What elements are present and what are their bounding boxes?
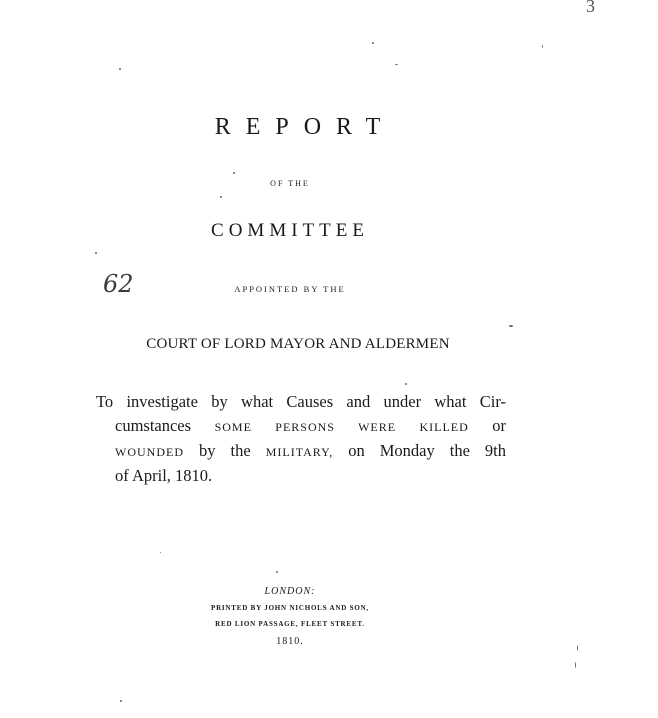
scan-speck xyxy=(542,45,543,48)
committee-title: COMMITTEE xyxy=(211,220,369,241)
imprint-printer: PRINTED BY JOHN NICHOLS AND SON, xyxy=(211,604,369,612)
purpose-line-4: of April, 1810. xyxy=(115,466,213,485)
scan-speck xyxy=(95,252,97,254)
scan-speck xyxy=(372,42,374,44)
purpose-smallcaps-text: SOME PERSONS WERE KILLED xyxy=(214,420,469,434)
report-title: REPORT xyxy=(214,114,396,140)
purpose-text: by the xyxy=(199,441,251,460)
scan-speck xyxy=(577,645,578,651)
purpose-text: or xyxy=(492,416,507,435)
imprint-address: RED LION PASSAGE, FLEET STREET. xyxy=(215,620,365,628)
scan-speck xyxy=(395,64,398,65)
purpose-line-3 xyxy=(96,439,506,464)
scan-speck xyxy=(120,700,122,702)
scan-speck xyxy=(119,68,121,70)
purpose-line-1: To investigate by what Causes and under what Cir- xyxy=(96,392,506,411)
purpose-text: on Monday the 9th xyxy=(348,441,506,460)
imprint-city: LONDON: xyxy=(264,586,316,597)
appointed-by-line: APPOINTED BY THE xyxy=(234,284,346,294)
of-the-line: OF THE xyxy=(270,179,310,188)
scan-speck xyxy=(233,172,235,174)
handwritten-number: 62 xyxy=(103,270,134,298)
scan-speck xyxy=(509,325,513,327)
scan-speck xyxy=(276,571,278,573)
imprint-year: 1810. xyxy=(276,636,304,647)
purpose-smallcaps-text: WOUNDED xyxy=(115,445,184,459)
scan-speck xyxy=(160,552,161,553)
court-heading: COURT OF LORD MAYOR AND ALDERMEN xyxy=(146,336,450,352)
purpose-smallcaps-text: MILITARY, xyxy=(265,445,334,459)
purpose-text: cumstances xyxy=(115,416,192,435)
purpose-paragraph xyxy=(96,390,506,488)
purpose-line-2 xyxy=(96,414,506,439)
scan-speck xyxy=(220,196,222,198)
corner-pencil-mark: 3 xyxy=(586,0,595,16)
scan-speck xyxy=(405,383,407,385)
scan-speck xyxy=(575,662,576,668)
